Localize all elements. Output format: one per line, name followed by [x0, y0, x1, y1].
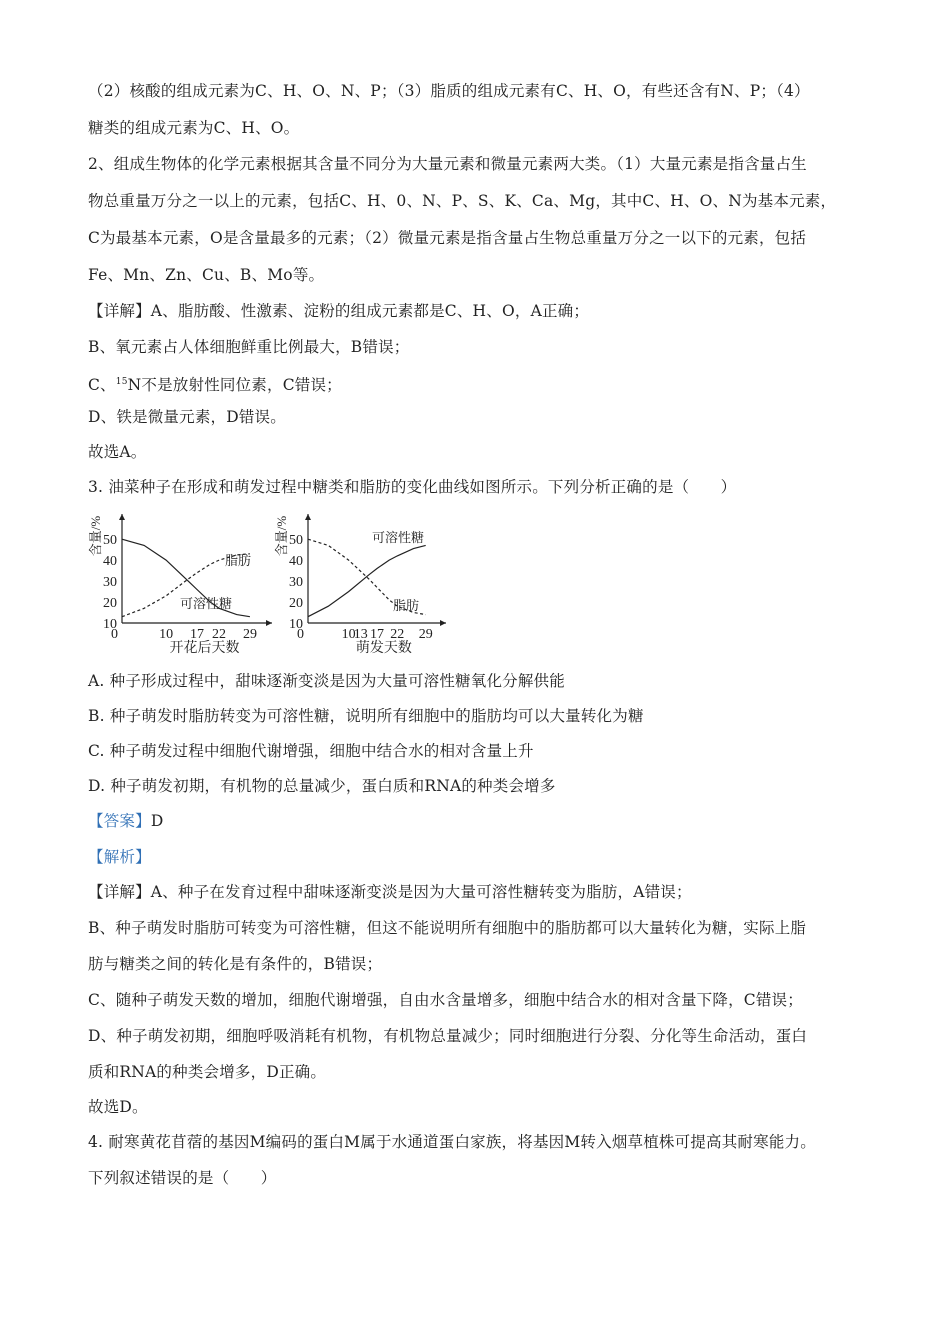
text-line: 【详解】A、脂肪酸、性激素、淀粉的组成元素都是C、H、O，A正确； — [88, 302, 590, 320]
text-line: 故选D。 — [88, 1098, 148, 1116]
x-tick-label: 22 — [390, 627, 405, 642]
x-axis-arrow — [266, 620, 272, 626]
text-line: D、种子萌发初期，细胞呼吸消耗有机物，有机物总量减少；同时细胞进行分裂、分化等生命活动，蛋白 — [88, 1027, 808, 1045]
chart-seed-germination — [274, 508, 450, 660]
series-label: 脂肪 — [392, 598, 420, 613]
text-line: B、种子萌发时脂肪可转变为可溶性糖，但这不能说明所有细胞中的脂肪都可以大量转化为糖，实际上脂 — [88, 919, 807, 937]
text-line: 2、组成生物体的化学元素根据其含量不同分为大量元素和微量元素两大类。（1）大量元素是指含量占生 — [88, 155, 807, 173]
option-c: C. 种子萌发过程中细胞代谢增强，细胞中结合水的相对含量上升 — [88, 742, 534, 760]
text-line: 下列叙述错误的是（ ） — [88, 1169, 277, 1187]
y-axis-arrow — [119, 514, 125, 520]
question-3-stem: 3. 油菜种子在形成和萌发过程中糖类和脂肪的变化曲线如图所示。下列分析正确的是（ ） — [88, 478, 737, 496]
text-line: 肪与糖类之间的转化是有条件的，B错误； — [88, 955, 383, 973]
series-label: 脂肪 — [224, 553, 252, 568]
option-d: D. 种子萌发初期，有机物的总量减少，蛋白质和RNA的种类会增多 — [88, 777, 556, 795]
answer-line — [88, 810, 163, 832]
y-tick-label: 30 — [103, 575, 117, 591]
text-line: 【详解】A、种子在发育过程中甜味逐渐变淡是因为大量可溶性糖转变为脂肪，A错误； — [88, 883, 692, 901]
text-line: 质和RNA的种类会增多，D正确。 — [88, 1063, 327, 1081]
isotope-superscript: 15 — [115, 377, 128, 387]
x-tick-label: 29 — [418, 627, 433, 642]
series-label: 可溶性糖 — [371, 530, 425, 545]
y-tick-label: 50 — [103, 533, 117, 549]
text-line: B、氧元素占人体细胞鲜重比例最大，B错误； — [88, 338, 410, 356]
text-line-isotope — [88, 371, 342, 396]
x-tick-label: 17 — [190, 627, 204, 642]
text-line: 故选A。 — [88, 443, 147, 461]
text-line: （2）核酸的组成元素为C、H、O、N、P；（3）脂质的组成元素有C、H、O，有些还含有N、P；（4） — [88, 82, 810, 100]
y-tick-label: 10 — [289, 617, 303, 632]
option-a: A. 种子形成过程中，甜味逐渐变淡是因为大量可溶性糖氧化分解供能 — [88, 672, 565, 690]
c-rest: N不是放射性同位素，C错误； — [127, 376, 342, 394]
y-tick-label: 10 — [103, 617, 117, 632]
text-line: D、铁是微量元素，D错误。 — [88, 408, 286, 426]
text-line: C、随种子萌发天数的增加，细胞代谢增强，自由水含量增多，细胞中结合水的相对含量下降，C错误； — [88, 991, 803, 1009]
y-tick-label: 40 — [103, 554, 117, 570]
y-tick-label: 20 — [289, 596, 303, 612]
text-line: 糖类的组成元素为C、H、O。 — [88, 119, 300, 137]
x-tick-label: 0 — [297, 627, 304, 642]
c-prefix: C、 — [88, 376, 116, 394]
x-tick-label: 17 — [370, 627, 384, 642]
x-axis-label: 开花后天数 — [169, 641, 240, 656]
x-tick-label: 10 — [159, 627, 174, 642]
y-axis-arrow — [305, 514, 311, 520]
x-axis-label: 萌发天数 — [355, 641, 412, 656]
text-line: Fe、Mn、Zn、Cu、B、Mo等。 — [88, 266, 325, 284]
text-line: C为最基本元素，O是含量最多的元素；（2）微量元素是指含量占生物总重量万分之一以下的元素，包括 — [88, 229, 807, 247]
x-tick-label: 13 — [353, 627, 368, 642]
y-tick-label: 40 — [289, 554, 303, 570]
y-axis-label: 含量/% — [274, 515, 289, 557]
x-axis-arrow — [440, 620, 446, 626]
question-4-stem: 4. 耐寒黄花苜蓿的基因M编码的蛋白M属于水通道蛋白家族，将基因M转入烟草植株可提高其耐寒能力。 — [88, 1133, 816, 1151]
y-tick-label: 50 — [289, 533, 303, 549]
x-tick-label: 10 — [341, 627, 356, 642]
series-label: 可溶性糖 — [179, 596, 233, 611]
y-tick-label: 30 — [289, 575, 303, 591]
x-tick-label: 0 — [111, 627, 118, 642]
x-tick-label: 22 — [212, 627, 227, 642]
y-axis-label: 含量/% — [88, 515, 103, 557]
answer-label: 【答案】 — [88, 812, 151, 830]
text-line: 物总重量万分之一以上的元素，包括C、H、0、N、P、S、K、Ca、Mg，其中C、H、O、N为基本元素， — [88, 192, 837, 210]
answer-value: D — [150, 812, 164, 830]
y-tick-label: 20 — [103, 596, 117, 612]
option-b: B. 种子萌发时脂肪转变为可溶性糖，说明所有细胞中的脂肪均可以大量转化为糖 — [88, 707, 644, 725]
analysis-label: 【解析】 — [88, 848, 151, 866]
x-tick-label: 29 — [242, 627, 257, 642]
chart-seed-formation — [86, 508, 286, 660]
